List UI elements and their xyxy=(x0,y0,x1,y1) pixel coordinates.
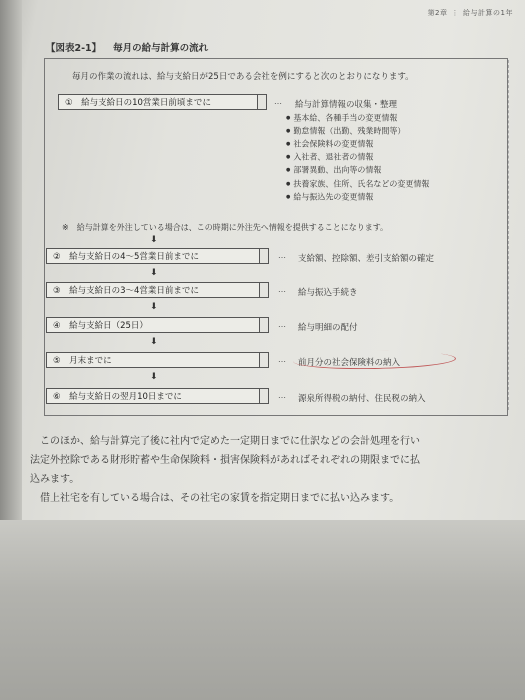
step-1-box: ① 給与支給日の10営業日前頃までに xyxy=(58,94,258,110)
step-4-ellipsis: … xyxy=(278,320,287,329)
body-line: 込みます。 xyxy=(30,474,80,485)
figure-label: 【図表2-1】 xyxy=(46,43,102,54)
chapter-label: 第2章 xyxy=(427,9,448,17)
step-1-item-list xyxy=(286,112,429,204)
step-5-desc: 前月分の社会保険料の納入 xyxy=(298,358,401,368)
step-1-connector xyxy=(258,94,267,110)
step-2-desc: 支給額、控除額、差引支給額の確定 xyxy=(298,254,435,264)
list-item: ● 扶養家族、住所、氏名などの変更情報 xyxy=(286,178,429,191)
step-1-ellipsis: … xyxy=(274,97,283,106)
header-separator: ⋮ xyxy=(451,9,460,17)
arrow-icon: ⬇ xyxy=(150,235,158,245)
arrow-icon: ⬇ xyxy=(150,337,158,347)
step-3-desc: 給与振込手続き xyxy=(298,288,358,298)
step-5-box: ⑤ 月末までに xyxy=(46,352,260,368)
list-item: ● 勤怠情報（出勤、残業時間等） xyxy=(286,125,429,138)
step-5-ellipsis: … xyxy=(278,355,287,364)
running-header xyxy=(428,8,513,18)
list-item: ● 基本給、各種手当の変更情報 xyxy=(286,112,429,125)
body-line: このほか、給与計算完了後に社内で定めた一定期日までに仕訳などの会計処理を行い xyxy=(30,436,420,447)
step-3-connector xyxy=(260,282,269,298)
page-bottom-shadow xyxy=(0,520,525,700)
step-3-box: ③ 給与支給日の3～4営業日前までに xyxy=(46,282,260,298)
step-4-box: ④ 給与支給日（25日） xyxy=(46,317,260,333)
figure-intro: 毎月の作業の流れは、給与支給日が25日である会社を例にすると次のとおりになります。 xyxy=(72,72,414,82)
step-2-ellipsis: … xyxy=(278,251,287,260)
arrow-icon: ⬇ xyxy=(150,268,158,278)
list-item: ● 社会保険料の変更情報 xyxy=(286,138,429,151)
step-6-connector xyxy=(260,388,269,404)
step-5-connector xyxy=(260,352,269,368)
body-paragraph-2: 借上社宅を有している場合は、その社宅の家賃を指定期日までに払い込みます。 xyxy=(30,493,400,504)
step-6-box: ⑥ 給与支給日の翌月10日までに xyxy=(46,388,260,404)
section-label: 給与計算の1年 xyxy=(463,9,513,17)
step-6-ellipsis: … xyxy=(278,391,287,400)
page-edge-marks xyxy=(508,60,521,410)
figure-caption: 毎月の給与計算の流れ xyxy=(113,43,209,54)
step-6-desc: 源泉所得税の納付、住民税の納入 xyxy=(298,394,426,404)
body-line: 法定外控除である財形貯蓄や生命保険料・損害保険料があればそれぞれの期限までに払 xyxy=(30,455,420,466)
body-paragraph-1 xyxy=(30,432,520,508)
step-4-connector xyxy=(260,317,269,333)
step-1-main: 給与計算情報の収集・整理 xyxy=(295,100,398,110)
arrow-icon: ⬇ xyxy=(150,302,158,312)
step-3-ellipsis: … xyxy=(278,285,287,294)
arrow-icon: ⬇ xyxy=(150,372,158,382)
step-4-desc: 給与明細の配付 xyxy=(298,323,358,333)
list-item: ● 入社者、退社者の情報 xyxy=(286,151,429,164)
list-item: ● 部署異動、出向等の情報 xyxy=(286,164,429,177)
list-item: ● 給与振込先の変更情報 xyxy=(286,191,429,204)
step-2-connector xyxy=(260,248,269,264)
outsourcing-note: ※ 給与計算を外注している場合は、この時期に外注先へ情報を提供することになります。 xyxy=(62,223,389,232)
step-2-box: ② 給与支給日の4～5営業日前までに xyxy=(46,248,260,264)
figure-title xyxy=(46,40,208,54)
